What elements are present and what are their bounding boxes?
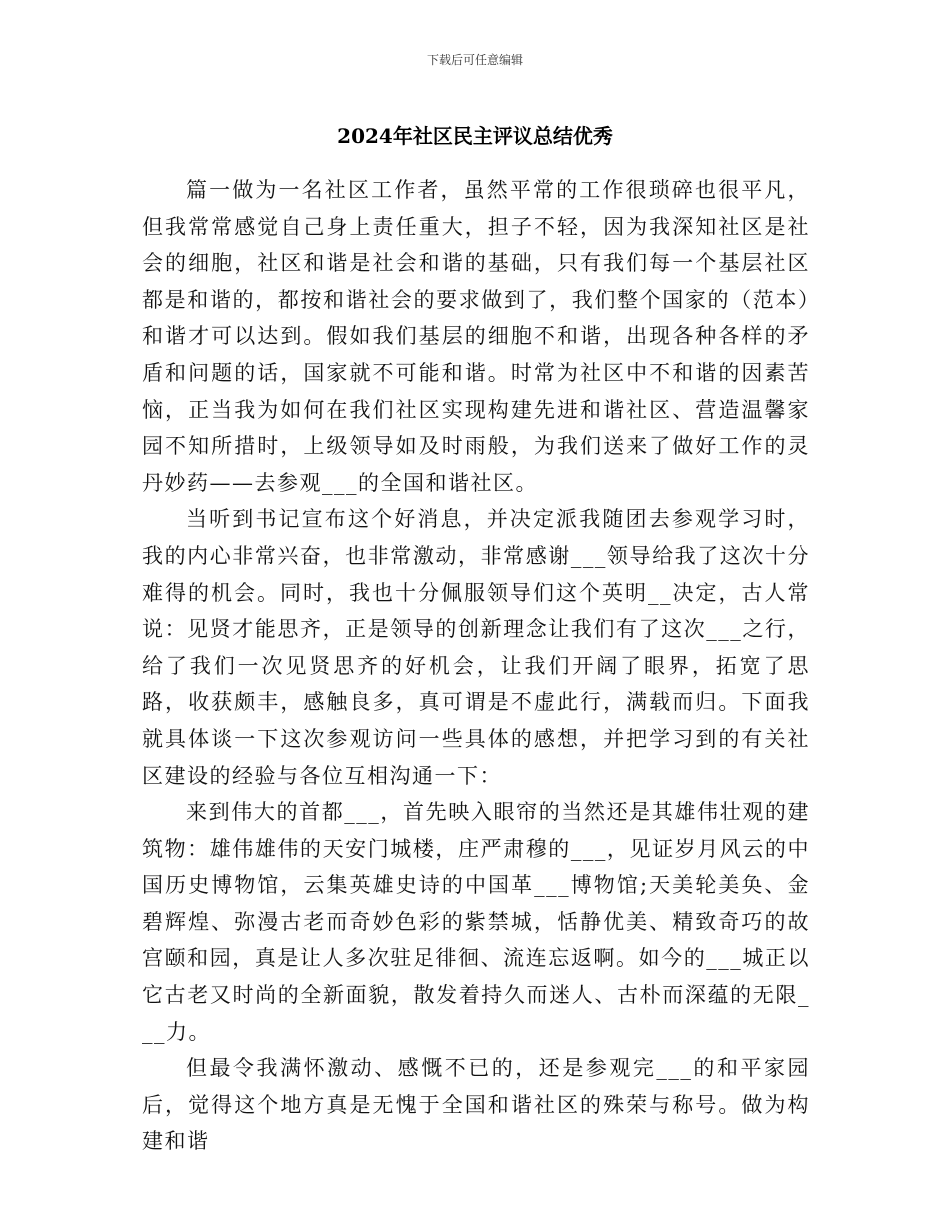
header-note: 下载后可任意编辑 [426,53,523,67]
paragraph-1: 篇一做为一名社区工作者，虽然平常的工作很琐碎也很平凡，但我常常感觉自己身上责任重大，担子不轻，因为我深知社区是社会的细胞，社区和谐是社会和谐的基础，只有我们每一个基层社区都是和谐的，都按和谐社会的要求做到了，我们整个国家的（范本）和谐才可以达到。假如我们基层的细胞不和谐，出现各种各样的矛盾和问题的话，国家就不可能和谐。时常为社区中不和谐的因素苦恼，正当我为如何在我们社区实现构建先进和谐社区、营造温馨家园不知所措时，上级领导如及时雨般，为我们送来了做好工作的灵丹妙药——去参观___的全国和谐社区。 [142,178,810,495]
paragraph-4: 但最令我满怀激动、感慨不已的，还是参观完___的和平家园后，觉得这个地方真是无愧于全国和谐社区的殊荣与称号。做为构建和谐 [142,1056,810,1154]
document-title: 2024年社区民主评议总结优秀 [337,124,613,148]
paragraph-3: 来到伟大的首都___，首先映入眼帘的当然还是其雄伟壮观的建筑物：雄伟雄伟的天安门城楼，庄严肃穆的___，见证岁月风云的中国历史博物馆，云集英雄史诗的中国革___博物馆;天美轮美奂、金碧辉煌、弥漫古老而奇妙色彩的紫禁城，恬静优美、精致奇巧的故宫颐和园，真是让人多次驻足徘徊、流连忘返啊。如今的___城正以它古老又时尚的全新面貌，散发着持久而迷人、古朴而深蕴的无限___力。 [142,800,810,1044]
paragraph-2: 当听到书记宣布这个好消息，并决定派我随团去参观学习时，我的内心非常兴奋，也非常激动，非常感谢___领导给我了这次十分难得的机会。同时，我也十分佩服领导们这个英明__决定，古人常说：见贤才能思齐，正是领导的创新理念让我们有了这次___之行，给了我们一次见贤思齐的好机会，让我们开阔了眼界，拓宽了思路，收获颇丰，感触良多，真可谓是不虚此行，满载而归。下面我就具体谈一下这次参观访问一些具体的感想，并把学习到的有关社区建设的经验与各位互相沟通一下： [142,507,810,788]
document-body [142,172,810,1160]
